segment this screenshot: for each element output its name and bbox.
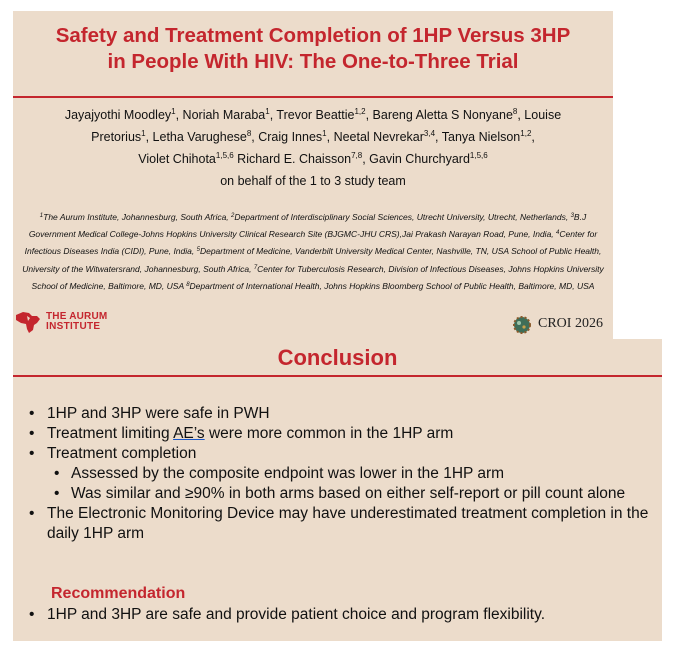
sub-bullet-item: • Assessed by the composite endpoint was lower in the 1HP arm [13, 464, 662, 484]
affiliation-superscript: 8 [186, 281, 190, 288]
bullet-item: • Treatment completion [13, 444, 662, 464]
affiliation-text: B.J Government Medical College-Johns Hopkins University Clinical Research Site (BJGMC-JHU CRS),Jai Prakash Narayan Road, Pune, India, [28, 212, 587, 240]
bullet-underlined-text: AE’s [173, 425, 205, 442]
affiliations [17, 209, 609, 295]
logo-text-line-2: INSTITUTE [46, 321, 101, 332]
affiliation-superscript: 7 [253, 264, 258, 271]
author-name: , Louise [517, 108, 562, 122]
affiliation-superscript: 1 [39, 213, 44, 219]
logo-text-line-1: THE AURUM [46, 311, 108, 322]
author-name: , Letha Varughese [145, 130, 247, 144]
poster-title [13, 23, 613, 75]
author-superscript: 1,5,6 [215, 151, 234, 160]
bullet-text: Treatment limiting [47, 425, 174, 442]
author-name: , Neetal Nevrekar [326, 130, 424, 144]
title-slide-panel [13, 11, 613, 339]
sub-bullet-item: • Was similar and ≥90% in both arms based on either self-report or pill count alone [13, 484, 662, 504]
conclusion-bullet-list [13, 404, 662, 544]
recommendation-heading: Recommendation [51, 585, 186, 602]
author-name: , Trevor Beattie [269, 108, 355, 122]
croi-logo-text: CROI 2026 [538, 316, 603, 331]
author-superscript: 3,4 [423, 129, 436, 138]
title-divider [13, 96, 613, 98]
affiliation-superscript: 2 [231, 213, 235, 219]
affiliation-text: Department of Interdisciplinary Social Sciences, Utrecht University, Utrecht, Netherlands, [234, 212, 571, 222]
affiliation-text: Department of Medicine, Vanderbilt University Medical Center, Nashville, TN, USA School of Public Health, University of the Witwatersrand, Johannesburg, South Africa, [22, 246, 602, 274]
author-name: , Noriah Maraba [175, 108, 266, 122]
author-superscript: 1 [171, 107, 176, 116]
author-name: Pretorius [91, 130, 142, 144]
author-name: , Tanya Nielson [435, 130, 521, 144]
title-line-1: Safety and Treatment Completion of 1HP Versus 3HP [55, 24, 571, 47]
title-line-2: in People With HIV: The One-to-Three Trial [107, 50, 519, 73]
bullet-item [13, 424, 662, 444]
author-superscript: 8 [246, 129, 252, 138]
author-line-3 [13, 148, 613, 170]
affiliation-superscript: 4 [556, 230, 560, 237]
author-line-2 [13, 126, 613, 148]
affiliation-superscript: 5 [196, 247, 200, 254]
affiliation-text: The Aurum Institute, Johannesburg, South Africa, [43, 212, 232, 222]
author-name: Violet Chihota [138, 152, 216, 166]
africa-map-icon [13, 310, 43, 334]
author-superscript: 1 [265, 107, 270, 116]
author-name: , Craig Innes [251, 130, 323, 144]
author-list [13, 104, 613, 192]
recommendation-bullet [13, 605, 662, 625]
affiliation-text: Center for Tuberculosis Research, Division of Infectious Diseases, Johns Hopkins University School of Medicine, Baltimore, MD, USA [31, 263, 604, 291]
bullet-item: • 1HP and 3HP are safe and provide patient choice and program flexibility. [13, 605, 662, 625]
bullet-item: • 1HP and 3HP were safe in PWH [13, 404, 662, 424]
conclusion-heading: Conclusion [277, 345, 398, 370]
affiliation-text: Center for Infectious Diseases India (CIDI), Pune, India, [24, 229, 598, 257]
author-superscript: 7,8 [351, 151, 363, 160]
conclusion-divider [13, 375, 662, 377]
author-superscript: 1,5,6 [469, 151, 488, 160]
author-name: , Gavin Churchyard [362, 152, 470, 166]
study-team-line: on behalf of the 1 to 3 study team [220, 174, 406, 188]
croi-emblem-icon [511, 315, 535, 335]
croi-logo [511, 315, 603, 335]
author-superscript: 8 [512, 107, 518, 116]
author-line-1 [13, 104, 613, 126]
bullet-item: • The Electronic Monitoring Device may have underestimated treatment completion in the daily 1HP arm [13, 504, 662, 544]
author-name: , [531, 130, 535, 144]
bullet-text: were more common in the 1HP arm [204, 425, 454, 442]
author-name: , Bareng Aletta S Nonyane [365, 108, 513, 122]
author-name: Jayajyothi Moodley [64, 108, 172, 122]
affiliation-text: Department of International Health, Johns Hopkins Bloomberg School of Public Health, Baltimore, MD, USA [189, 280, 595, 291]
conclusion-slide-panel [13, 339, 662, 641]
author-name: Richard E. Chaisson [233, 152, 352, 166]
author-superscript: 1 [322, 129, 327, 138]
author-superscript: 1,2 [520, 129, 532, 138]
author-superscript: 1 [141, 129, 146, 138]
affiliation-superscript: 3 [570, 213, 574, 219]
author-superscript: 1,2 [354, 107, 366, 116]
